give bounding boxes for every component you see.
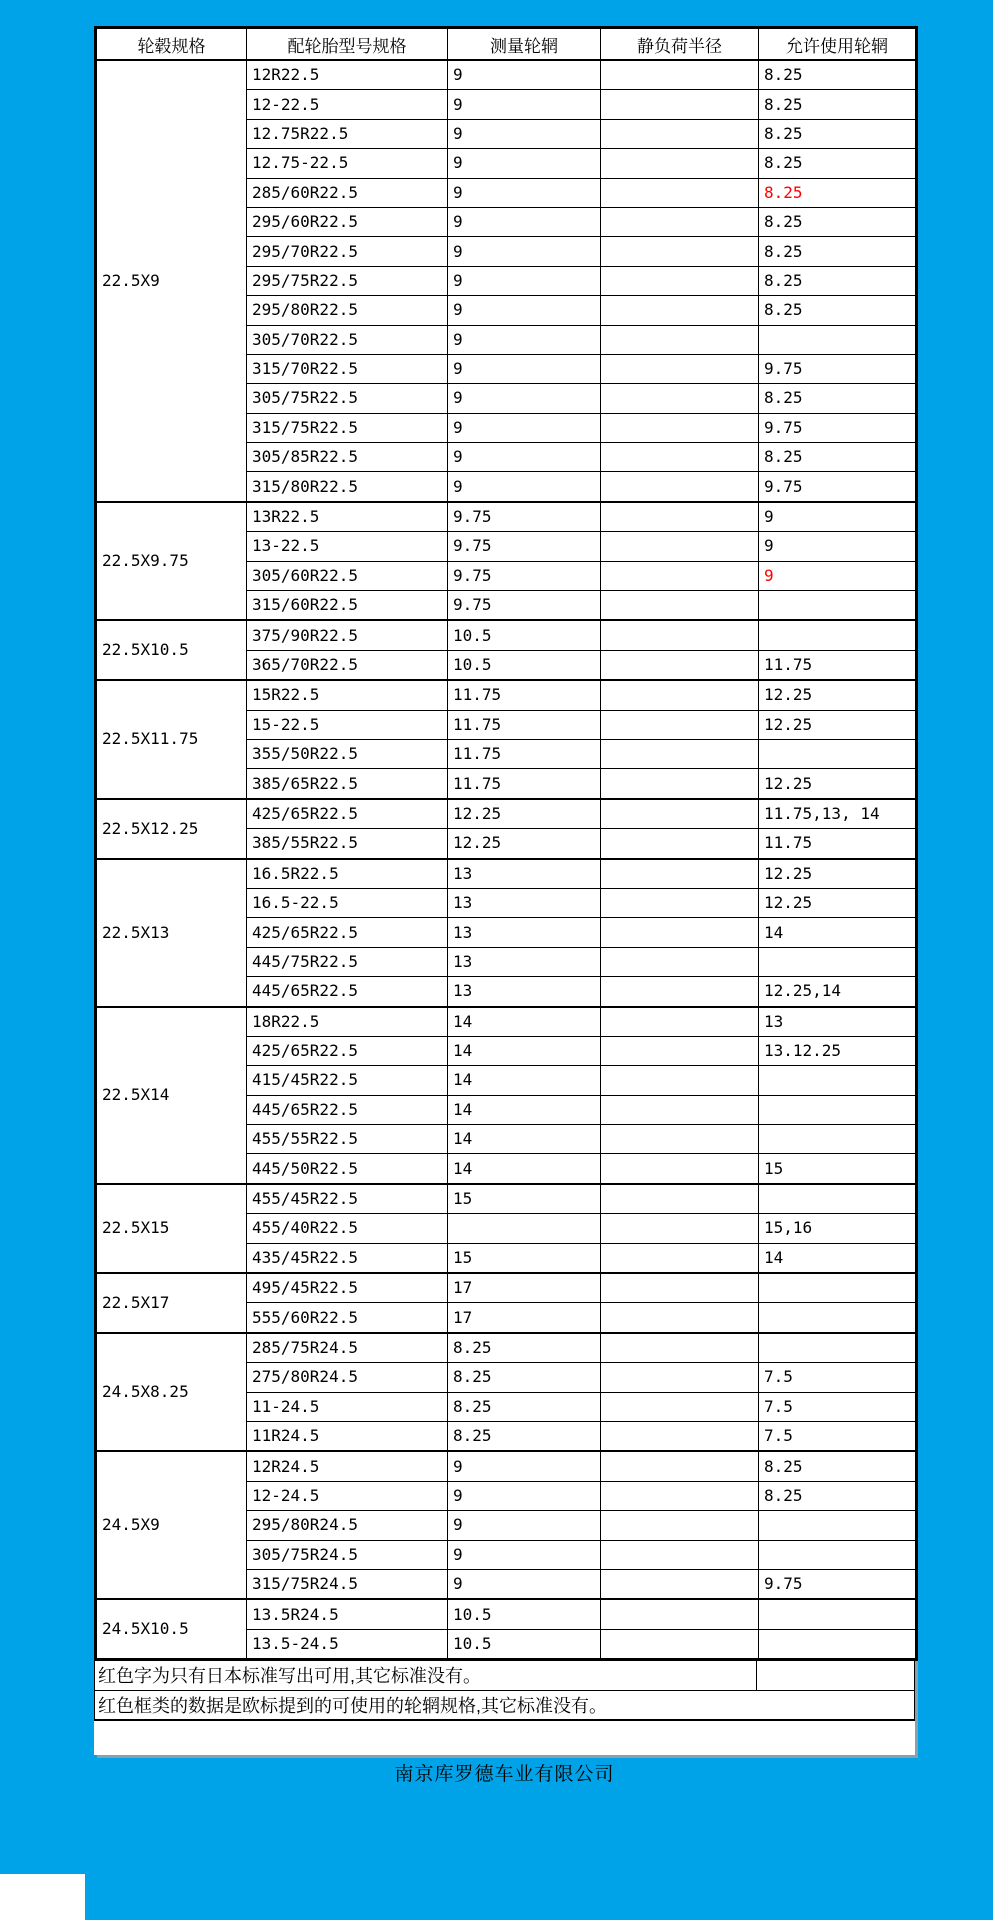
static-load-radius-cell xyxy=(601,1243,759,1273)
tire-model-cell: 12-22.5 xyxy=(247,90,448,119)
static-load-radius-cell xyxy=(601,1511,759,1540)
tire-model-cell: 295/80R24.5 xyxy=(247,1511,448,1540)
static-load-radius-cell xyxy=(601,1036,759,1065)
hub-spec-cell: 22.5X12.25 xyxy=(96,799,247,859)
static-load-radius-cell xyxy=(601,1125,759,1154)
allowed-rim-cell: 12.25 xyxy=(759,769,917,799)
allowed-rim-cell xyxy=(759,1184,917,1214)
allowed-rim-cell: 8.25 xyxy=(759,1481,917,1510)
static-load-radius-cell xyxy=(601,1066,759,1095)
tire-model-cell: 365/70R22.5 xyxy=(247,650,448,680)
table-row xyxy=(96,1599,917,1629)
measuring-rim-cell: 13 xyxy=(448,859,601,889)
allowed-rim-cell xyxy=(759,325,917,354)
measuring-rim-cell: 17 xyxy=(448,1273,601,1303)
static-load-radius-cell xyxy=(601,1481,759,1510)
allowed-rim-cell: 12.25 xyxy=(759,680,917,710)
tire-model-cell: 425/65R22.5 xyxy=(247,1036,448,1065)
measuring-rim-cell: 12.25 xyxy=(448,799,601,829)
allowed-rim-cell xyxy=(759,1629,917,1659)
static-load-radius-cell xyxy=(601,354,759,383)
measuring-rim-cell: 11.75 xyxy=(448,739,601,768)
allowed-rim-cell xyxy=(759,947,917,976)
tire-model-cell: 425/65R22.5 xyxy=(247,799,448,829)
static-load-radius-cell xyxy=(601,472,759,502)
static-load-radius-cell xyxy=(601,1599,759,1629)
measuring-rim-cell: 9.75 xyxy=(448,591,601,621)
measuring-rim-cell: 10.5 xyxy=(448,650,601,680)
measuring-rim-cell: 14 xyxy=(448,1154,601,1184)
allowed-rim-cell: 8.25 xyxy=(759,266,917,295)
tire-model-cell: 13.5-24.5 xyxy=(247,1629,448,1659)
measuring-rim-cell: 8.25 xyxy=(448,1392,601,1421)
measuring-rim-cell: 10.5 xyxy=(448,620,601,650)
static-load-radius-cell xyxy=(601,561,759,590)
measuring-rim-cell: 9 xyxy=(448,1540,601,1569)
tire-model-cell: 305/70R22.5 xyxy=(247,325,448,354)
static-load-radius-cell xyxy=(601,1154,759,1184)
table-row xyxy=(96,1273,917,1303)
allowed-rim-cell: 9 xyxy=(759,561,917,590)
measuring-rim-cell: 13 xyxy=(448,888,601,917)
static-load-radius-cell xyxy=(601,680,759,710)
allowed-rim-cell: 8.25 xyxy=(759,1451,917,1481)
allowed-rim-cell xyxy=(759,1333,917,1363)
tire-model-cell: 385/55R22.5 xyxy=(247,829,448,859)
tire-model-cell: 275/80R24.5 xyxy=(247,1363,448,1392)
tire-model-cell: 12-24.5 xyxy=(247,1481,448,1510)
tire-model-cell: 315/75R24.5 xyxy=(247,1569,448,1599)
allowed-rim-cell: 8.25 xyxy=(759,178,917,207)
company-name: 南京库罗德车业有限公司 xyxy=(394,1764,615,1786)
tire-model-cell: 11-24.5 xyxy=(247,1392,448,1421)
hub-spec-cell: 22.5X14 xyxy=(96,1007,247,1184)
header-allowed-rim: 允许使用轮辋 xyxy=(759,28,917,61)
allowed-rim-cell: 11.75 xyxy=(759,650,917,680)
tire-model-cell: 12R22.5 xyxy=(247,60,448,90)
static-load-radius-cell xyxy=(601,1540,759,1569)
measuring-rim-cell: 9 xyxy=(448,325,601,354)
tire-model-cell: 445/65R22.5 xyxy=(247,977,448,1007)
allowed-rim-cell: 12.25 xyxy=(759,859,917,889)
allowed-rim-cell: 15,16 xyxy=(759,1214,917,1243)
spreadsheet-panel xyxy=(94,26,915,1786)
tire-model-cell: 355/50R22.5 xyxy=(247,739,448,768)
hub-spec-cell: 22.5X9.75 xyxy=(96,502,247,621)
tire-model-cell: 455/45R22.5 xyxy=(247,1184,448,1214)
note-euro-standard xyxy=(95,1691,914,1721)
tire-model-cell: 305/85R22.5 xyxy=(247,443,448,472)
static-load-radius-cell xyxy=(601,710,759,739)
measuring-rim-cell: 9 xyxy=(448,119,601,148)
allowed-rim-cell: 14 xyxy=(759,1243,917,1273)
static-load-radius-cell xyxy=(601,532,759,561)
tire-model-cell: 375/90R22.5 xyxy=(247,620,448,650)
allowed-rim-cell: 11.75 xyxy=(759,829,917,859)
measuring-rim-cell: 14 xyxy=(448,1066,601,1095)
measuring-rim-cell: 17 xyxy=(448,1303,601,1333)
tire-model-cell: 12R24.5 xyxy=(247,1451,448,1481)
static-load-radius-cell xyxy=(601,1095,759,1124)
allowed-rim-cell: 8.25 xyxy=(759,90,917,119)
measuring-rim-cell: 9 xyxy=(448,178,601,207)
table-row xyxy=(96,859,917,889)
tire-model-cell: 435/45R22.5 xyxy=(247,1243,448,1273)
measuring-rim-cell: 9 xyxy=(448,1511,601,1540)
table-row xyxy=(96,1007,917,1037)
hub-spec-cell: 22.5X13 xyxy=(96,859,247,1007)
measuring-rim-cell: 9 xyxy=(448,384,601,413)
static-load-radius-cell xyxy=(601,1451,759,1481)
allowed-rim-cell: 12.25 xyxy=(759,888,917,917)
allowed-rim-cell: 8.25 xyxy=(759,296,917,325)
measuring-rim-cell: 13 xyxy=(448,918,601,947)
measuring-rim-cell: 9 xyxy=(448,1451,601,1481)
measuring-rim-cell: 9 xyxy=(448,60,601,90)
measuring-rim-cell: 11.75 xyxy=(448,680,601,710)
allowed-rim-cell: 15 xyxy=(759,1154,917,1184)
measuring-rim-cell: 12.25 xyxy=(448,829,601,859)
tire-model-cell: 455/40R22.5 xyxy=(247,1214,448,1243)
tire-model-cell: 15-22.5 xyxy=(247,710,448,739)
table-row xyxy=(96,680,917,710)
tire-model-cell: 495/45R22.5 xyxy=(247,1273,448,1303)
tire-model-cell: 305/60R22.5 xyxy=(247,561,448,590)
measuring-rim-cell: 9 xyxy=(448,237,601,266)
tire-model-cell: 315/60R22.5 xyxy=(247,591,448,621)
allowed-rim-cell: 7.5 xyxy=(759,1421,917,1451)
static-load-radius-cell xyxy=(601,620,759,650)
measuring-rim-cell: 14 xyxy=(448,1036,601,1065)
hub-spec-cell: 22.5X11.75 xyxy=(96,680,247,799)
measuring-rim-cell: 11.75 xyxy=(448,710,601,739)
hub-spec-cell: 22.5X9 xyxy=(96,60,247,502)
static-load-radius-cell xyxy=(601,443,759,472)
tire-model-cell: 305/75R24.5 xyxy=(247,1540,448,1569)
allowed-rim-cell: 12.25,14 xyxy=(759,977,917,1007)
static-load-radius-cell xyxy=(601,1421,759,1451)
header-measuring-rim: 测量轮辋 xyxy=(448,28,601,61)
measuring-rim-cell: 9 xyxy=(448,413,601,442)
tire-model-cell: 425/65R22.5 xyxy=(247,918,448,947)
hub-spec-cell: 22.5X10.5 xyxy=(96,620,247,680)
static-load-radius-cell xyxy=(601,1629,759,1659)
table-row xyxy=(96,1333,917,1363)
allowed-rim-cell: 8.25 xyxy=(759,237,917,266)
tire-model-cell: 445/75R22.5 xyxy=(247,947,448,976)
tire-model-cell: 295/80R22.5 xyxy=(247,296,448,325)
tire-model-cell: 13-22.5 xyxy=(247,532,448,561)
tire-model-cell: 13R22.5 xyxy=(247,502,448,532)
static-load-radius-cell xyxy=(601,149,759,178)
static-load-radius-cell xyxy=(601,90,759,119)
allowed-rim-cell xyxy=(759,591,917,621)
static-load-radius-cell xyxy=(601,1214,759,1243)
measuring-rim-cell: 14 xyxy=(448,1007,601,1037)
measuring-rim-cell: 9.75 xyxy=(448,532,601,561)
static-load-radius-cell xyxy=(601,266,759,295)
tire-model-cell: 295/60R22.5 xyxy=(247,207,448,236)
tire-model-cell: 12.75R22.5 xyxy=(247,119,448,148)
hub-spec-cell: 24.5X10.5 xyxy=(96,1599,247,1659)
allowed-rim-cell xyxy=(759,1540,917,1569)
measuring-rim-cell: 14 xyxy=(448,1095,601,1124)
measuring-rim-cell: 9 xyxy=(448,266,601,295)
static-load-radius-cell xyxy=(601,977,759,1007)
spec-table-body xyxy=(96,60,917,1660)
header-row xyxy=(96,28,917,61)
tire-model-cell: 12.75-22.5 xyxy=(247,149,448,178)
measuring-rim-cell: 13 xyxy=(448,977,601,1007)
allowed-rim-cell xyxy=(759,1125,917,1154)
allowed-rim-cell xyxy=(759,1273,917,1303)
static-load-radius-cell xyxy=(601,1007,759,1037)
tire-model-cell: 315/70R22.5 xyxy=(247,354,448,383)
static-load-radius-cell xyxy=(601,413,759,442)
allowed-rim-cell xyxy=(759,620,917,650)
note-japan-standard xyxy=(95,1661,914,1691)
header-hub-spec: 轮毂规格 xyxy=(96,28,247,61)
allowed-rim-cell xyxy=(759,1599,917,1629)
tire-model-cell: 415/45R22.5 xyxy=(247,1066,448,1095)
tire-model-cell: 285/75R24.5 xyxy=(247,1333,448,1363)
tire-model-cell: 16.5R22.5 xyxy=(247,859,448,889)
static-load-radius-cell xyxy=(601,739,759,768)
tire-model-cell: 18R22.5 xyxy=(247,1007,448,1037)
allowed-rim-cell xyxy=(759,1095,917,1124)
static-load-radius-cell xyxy=(601,296,759,325)
tire-model-cell: 285/60R22.5 xyxy=(247,178,448,207)
static-load-radius-cell xyxy=(601,918,759,947)
tire-model-cell: 15R22.5 xyxy=(247,680,448,710)
allowed-rim-cell: 8.25 xyxy=(759,443,917,472)
allowed-rim-cell: 9 xyxy=(759,532,917,561)
measuring-rim-cell: 8.25 xyxy=(448,1333,601,1363)
allowed-rim-cell: 8.25 xyxy=(759,207,917,236)
hub-spec-cell: 22.5X15 xyxy=(96,1184,247,1273)
table-row xyxy=(96,620,917,650)
static-load-radius-cell xyxy=(601,829,759,859)
measuring-rim-cell xyxy=(448,1214,601,1243)
measuring-rim-cell: 9.75 xyxy=(448,502,601,532)
allowed-rim-cell: 9.75 xyxy=(759,1569,917,1599)
static-load-radius-cell xyxy=(601,1363,759,1392)
measuring-rim-cell: 9 xyxy=(448,472,601,502)
header-static-load-radius: 静负荷半径 xyxy=(601,28,759,61)
measuring-rim-cell: 11.75 xyxy=(448,769,601,799)
measuring-rim-cell: 8.25 xyxy=(448,1421,601,1451)
measuring-rim-cell: 10.5 xyxy=(448,1629,601,1659)
static-load-radius-cell xyxy=(601,769,759,799)
measuring-rim-cell: 14 xyxy=(448,1125,601,1154)
measuring-rim-cell: 9 xyxy=(448,296,601,325)
tire-model-cell: 445/65R22.5 xyxy=(247,1095,448,1124)
static-load-radius-cell xyxy=(601,237,759,266)
measuring-rim-cell: 9 xyxy=(448,354,601,383)
allowed-rim-cell: 7.5 xyxy=(759,1363,917,1392)
tire-model-cell: 13.5R24.5 xyxy=(247,1599,448,1629)
table-row xyxy=(96,1451,917,1481)
hub-spec-cell: 24.5X8.25 xyxy=(96,1333,247,1452)
tire-model-cell: 305/75R22.5 xyxy=(247,384,448,413)
static-load-radius-cell xyxy=(601,888,759,917)
static-load-radius-cell xyxy=(601,119,759,148)
static-load-radius-cell xyxy=(601,1392,759,1421)
table-row xyxy=(96,60,917,90)
allowed-rim-cell: 12.25 xyxy=(759,710,917,739)
tire-model-cell: 315/75R22.5 xyxy=(247,413,448,442)
static-load-radius-cell xyxy=(601,591,759,621)
allowed-rim-cell: 13 xyxy=(759,1007,917,1037)
hub-spec-cell: 22.5X17 xyxy=(96,1273,247,1333)
canvas-corner-block xyxy=(0,1874,85,1920)
spec-table xyxy=(94,26,918,1661)
allowed-rim-cell: 14 xyxy=(759,918,917,947)
allowed-rim-cell: 9.75 xyxy=(759,413,917,442)
static-load-radius-cell xyxy=(601,799,759,829)
allowed-rim-cell: 7.5 xyxy=(759,1392,917,1421)
table-row xyxy=(96,799,917,829)
tire-model-cell: 315/80R22.5 xyxy=(247,472,448,502)
table-row xyxy=(96,502,917,532)
allowed-rim-cell: 8.25 xyxy=(759,384,917,413)
allowed-rim-cell xyxy=(759,1511,917,1540)
allowed-rim-cell: 8.25 xyxy=(759,119,917,148)
notes-section xyxy=(94,1661,915,1721)
header-tire-model: 配轮胎型号规格 xyxy=(247,28,448,61)
tire-model-cell: 455/55R22.5 xyxy=(247,1125,448,1154)
allowed-rim-cell: 9.75 xyxy=(759,354,917,383)
allowed-rim-cell xyxy=(759,739,917,768)
static-load-radius-cell xyxy=(601,502,759,532)
allowed-rim-cell: 9 xyxy=(759,502,917,532)
allowed-rim-cell: 8.25 xyxy=(759,60,917,90)
measuring-rim-cell: 9 xyxy=(448,149,601,178)
tire-model-cell: 16.5-22.5 xyxy=(247,888,448,917)
tire-model-cell: 555/60R22.5 xyxy=(247,1303,448,1333)
hub-spec-cell: 24.5X9 xyxy=(96,1451,247,1599)
static-load-radius-cell xyxy=(601,859,759,889)
measuring-rim-cell: 9 xyxy=(448,443,601,472)
static-load-radius-cell xyxy=(601,325,759,354)
static-load-radius-cell xyxy=(601,947,759,976)
measuring-rim-cell: 15 xyxy=(448,1184,601,1214)
static-load-radius-cell xyxy=(601,60,759,90)
tire-model-cell: 445/50R22.5 xyxy=(247,1154,448,1184)
static-load-radius-cell xyxy=(601,1569,759,1599)
measuring-rim-cell: 9.75 xyxy=(448,561,601,590)
static-load-radius-cell xyxy=(601,1303,759,1333)
allowed-rim-cell: 9.75 xyxy=(759,472,917,502)
tire-model-cell: 295/75R22.5 xyxy=(247,266,448,295)
allowed-rim-cell xyxy=(759,1066,917,1095)
note-text: 红色字为只有日本标准写出可用,其它标准没有。 xyxy=(98,1666,481,1687)
measuring-rim-cell: 9 xyxy=(448,1481,601,1510)
note-text: 红色框类的数据是欧标提到的可使用的轮辋规格,其它标准没有。 xyxy=(98,1696,607,1717)
allowed-rim-cell xyxy=(759,1303,917,1333)
tire-model-cell: 385/65R22.5 xyxy=(247,769,448,799)
measuring-rim-cell: 8.25 xyxy=(448,1363,601,1392)
measuring-rim-cell: 15 xyxy=(448,1243,601,1273)
static-load-radius-cell xyxy=(601,1184,759,1214)
measuring-rim-cell: 9 xyxy=(448,1569,601,1599)
measuring-rim-cell: 13 xyxy=(448,947,601,976)
allowed-rim-cell: 11.75,13, 14 xyxy=(759,799,917,829)
tire-model-cell: 295/70R22.5 xyxy=(247,237,448,266)
static-load-radius-cell xyxy=(601,178,759,207)
measuring-rim-cell: 10.5 xyxy=(448,1599,601,1629)
static-load-radius-cell xyxy=(601,650,759,680)
allowed-rim-cell: 8.25 xyxy=(759,149,917,178)
table-row xyxy=(96,1184,917,1214)
note-column-divider xyxy=(756,1661,757,1690)
measuring-rim-cell: 9 xyxy=(448,207,601,236)
static-load-radius-cell xyxy=(601,1273,759,1303)
measuring-rim-cell: 9 xyxy=(448,90,601,119)
static-load-radius-cell xyxy=(601,207,759,236)
tire-model-cell: 11R24.5 xyxy=(247,1421,448,1451)
static-load-radius-cell xyxy=(601,384,759,413)
allowed-rim-cell: 13.12.25 xyxy=(759,1036,917,1065)
static-load-radius-cell xyxy=(601,1333,759,1363)
